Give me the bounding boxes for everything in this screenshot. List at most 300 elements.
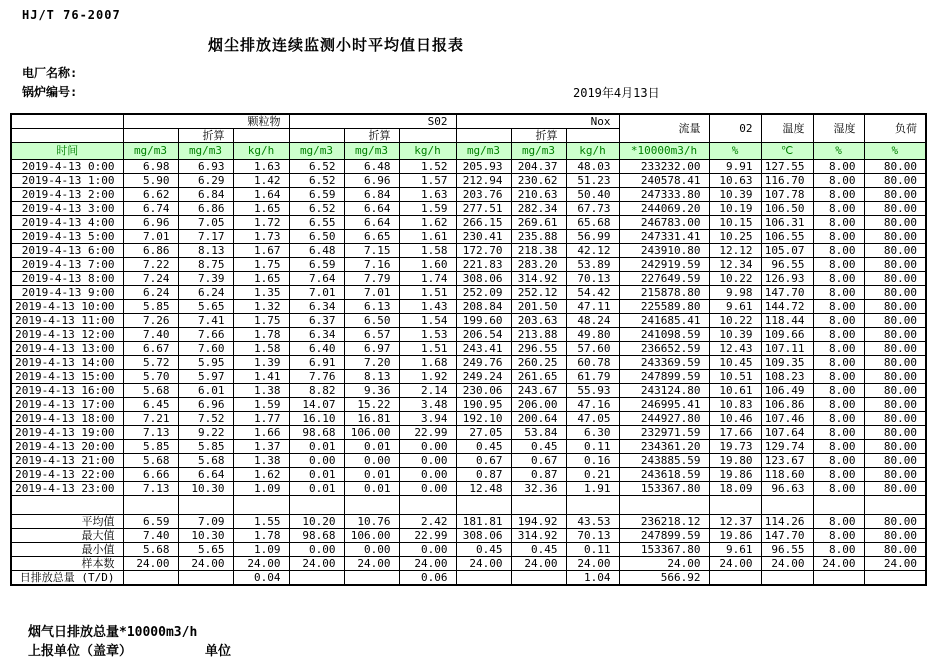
table-cell: 19.73 xyxy=(709,440,761,454)
table-cell: 8.00 xyxy=(813,426,864,440)
table-cell: 8.00 xyxy=(813,202,864,216)
table-cell: 47.05 xyxy=(566,412,619,426)
table-cell: 107.46 xyxy=(761,412,813,426)
unit-cell: kg/h xyxy=(399,143,456,160)
table-cell: 3.48 xyxy=(399,398,456,412)
table-cell: 80.00 xyxy=(864,543,926,557)
table-cell: 24.00 xyxy=(233,557,289,571)
table-cell: 1.64 xyxy=(233,188,289,202)
table-cell: 1.52 xyxy=(399,160,456,174)
table-cell: 1.66 xyxy=(233,426,289,440)
table-cell: 215878.80 xyxy=(619,286,709,300)
table-cell: 9.36 xyxy=(344,384,399,398)
table-cell: 5.90 xyxy=(123,174,178,188)
table-cell: 10.22 xyxy=(709,272,761,286)
table-cell: 6.37 xyxy=(289,314,344,328)
row-label-cell: 2019-4-13 23:00 xyxy=(11,482,123,496)
table-cell: 0.87 xyxy=(456,468,511,482)
table-cell: 107.78 xyxy=(761,188,813,202)
table-cell: 249.76 xyxy=(456,356,511,370)
unit-cell: % xyxy=(864,143,926,160)
table-cell: 243369.59 xyxy=(619,356,709,370)
table-cell: 8.00 xyxy=(813,356,864,370)
table-cell xyxy=(178,571,233,586)
table-cell: 7.16 xyxy=(344,258,399,272)
table-cell: 1.59 xyxy=(399,202,456,216)
table-cell: 6.29 xyxy=(178,174,233,188)
table-cell: 0.01 xyxy=(344,440,399,454)
table-cell: 80.00 xyxy=(864,202,926,216)
boiler-id-label: 锅炉编号: xyxy=(22,85,78,99)
table-cell: 53.84 xyxy=(511,426,566,440)
table-cell: 80.00 xyxy=(864,454,926,468)
table-cell: 51.23 xyxy=(566,174,619,188)
row-label-cell: 2019-4-13 14:00 xyxy=(11,356,123,370)
nox-converted-header: 折算 xyxy=(511,129,566,143)
table-cell: 260.25 xyxy=(511,356,566,370)
table-cell: 8.00 xyxy=(813,468,864,482)
table-cell: 8.00 xyxy=(813,328,864,342)
table-cell: 24.00 xyxy=(566,557,619,571)
table-cell: 266.15 xyxy=(456,216,511,230)
table-cell: 98.68 xyxy=(289,426,344,440)
table-cell xyxy=(511,571,566,586)
unit-cell: kg/h xyxy=(566,143,619,160)
table-cell: 5.85 xyxy=(123,300,178,314)
table-cell: 0.01 xyxy=(289,440,344,454)
table-cell: 1.51 xyxy=(399,342,456,356)
table-cell: 236652.59 xyxy=(619,342,709,356)
table-cell: 7.76 xyxy=(289,370,344,384)
table-cell: 7.22 xyxy=(123,258,178,272)
summary-row xyxy=(11,515,926,529)
time-header-spacer xyxy=(11,114,123,129)
table-cell: 7.66 xyxy=(178,328,233,342)
row-label-cell: 2019-4-13 2:00 xyxy=(11,188,123,202)
table-cell: 96.63 xyxy=(761,482,813,496)
table-cell: 19.86 xyxy=(709,468,761,482)
table-cell: 247899.59 xyxy=(619,370,709,384)
table-cell: 269.61 xyxy=(511,216,566,230)
table-cell: 6.57 xyxy=(344,328,399,342)
table-cell: 24.00 xyxy=(344,557,399,571)
table-row xyxy=(11,272,926,286)
table-cell: 10.22 xyxy=(709,314,761,328)
table-cell: 57.60 xyxy=(566,342,619,356)
table-cell: 7.17 xyxy=(178,230,233,244)
table-cell xyxy=(456,496,511,515)
table-cell: 1.72 xyxy=(233,216,289,230)
table-row xyxy=(11,412,926,426)
table-cell: 10.25 xyxy=(709,230,761,244)
table-cell: 123.67 xyxy=(761,454,813,468)
table-cell: 235.88 xyxy=(511,230,566,244)
table-cell: 252.12 xyxy=(511,286,566,300)
table-cell: 10.30 xyxy=(178,482,233,496)
table-cell: 6.65 xyxy=(344,230,399,244)
table-cell: 0.01 xyxy=(344,482,399,496)
table-cell: 8.00 xyxy=(813,230,864,244)
table-cell xyxy=(123,571,178,586)
table-cell: 225589.80 xyxy=(619,300,709,314)
table-cell: 6.96 xyxy=(123,216,178,230)
table-cell: 6.93 xyxy=(178,160,233,174)
table-row xyxy=(11,328,926,342)
row-label-cell: 2019-4-13 0:00 xyxy=(11,160,123,174)
table-cell xyxy=(511,496,566,515)
table-cell: 65.68 xyxy=(566,216,619,230)
table-cell: 10.39 xyxy=(709,328,761,342)
table-cell: 8.00 xyxy=(813,515,864,529)
table-cell: 10.63 xyxy=(709,174,761,188)
table-cell: 8.00 xyxy=(813,160,864,174)
table-cell: 2.42 xyxy=(399,515,456,529)
table-cell: 0.67 xyxy=(456,454,511,468)
table-cell: 8.00 xyxy=(813,258,864,272)
table-cell: 106.00 xyxy=(344,529,399,543)
table-cell: 19.86 xyxy=(709,529,761,543)
table-cell: 0.45 xyxy=(511,440,566,454)
table-cell: 6.01 xyxy=(178,384,233,398)
table-cell: 48.24 xyxy=(566,314,619,328)
table-cell: 0.11 xyxy=(566,440,619,454)
table-cell: 80.00 xyxy=(864,258,926,272)
table-cell: 6.52 xyxy=(289,160,344,174)
table-cell: 47.11 xyxy=(566,300,619,314)
table-cell: 5.68 xyxy=(123,543,178,557)
row-label-cell: 2019-4-13 3:00 xyxy=(11,202,123,216)
table-cell: 8.00 xyxy=(813,174,864,188)
time-header-spacer xyxy=(11,129,123,143)
table-cell: 80.00 xyxy=(864,300,926,314)
table-cell: 48.03 xyxy=(566,160,619,174)
table-cell: 118.60 xyxy=(761,468,813,482)
table-cell: 1.61 xyxy=(399,230,456,244)
table-cell: 80.00 xyxy=(864,426,926,440)
table-cell: 1.41 xyxy=(233,370,289,384)
table-cell: 109.35 xyxy=(761,356,813,370)
table-cell xyxy=(566,496,619,515)
table-cell: 16.81 xyxy=(344,412,399,426)
row-label-cell: 2019-4-13 4:00 xyxy=(11,216,123,230)
table-cell: 32.36 xyxy=(511,482,566,496)
table-cell: 7.26 xyxy=(123,314,178,328)
table-cell: 24.00 xyxy=(511,557,566,571)
table-row xyxy=(11,426,926,440)
table-cell: 0.01 xyxy=(289,468,344,482)
table-cell: 7.79 xyxy=(344,272,399,286)
table-cell: 5.85 xyxy=(178,440,233,454)
table-cell: 6.34 xyxy=(289,328,344,342)
table-cell: 8.00 xyxy=(813,188,864,202)
table-row xyxy=(11,342,926,356)
table-cell: 236218.12 xyxy=(619,515,709,529)
table-cell: 8.13 xyxy=(344,370,399,384)
table-cell xyxy=(456,571,511,586)
table-cell: 296.55 xyxy=(511,342,566,356)
row-label-cell: 2019-4-13 16:00 xyxy=(11,384,123,398)
table-cell: 314.92 xyxy=(511,529,566,543)
table-cell: 200.64 xyxy=(511,412,566,426)
table-cell: 80.00 xyxy=(864,398,926,412)
table-cell: 7.64 xyxy=(289,272,344,286)
table-cell: 1.92 xyxy=(399,370,456,384)
table-cell: 6.50 xyxy=(344,314,399,328)
table-cell: 80.00 xyxy=(864,440,926,454)
table-cell: 190.95 xyxy=(456,398,511,412)
unit-cell: mg/m3 xyxy=(344,143,399,160)
pm-converted-header: 折算 xyxy=(178,129,233,143)
table-cell: 1.43 xyxy=(399,300,456,314)
table-cell: 7.40 xyxy=(123,529,178,543)
table-cell: 8.00 xyxy=(813,342,864,356)
row-label-cell: 2019-4-13 12:00 xyxy=(11,328,123,342)
table-cell: 10.15 xyxy=(709,216,761,230)
table-cell: 7.13 xyxy=(123,482,178,496)
table-cell: 8.00 xyxy=(813,314,864,328)
table-cell xyxy=(619,496,709,515)
table-cell: 199.60 xyxy=(456,314,511,328)
table-cell: 5.85 xyxy=(123,440,178,454)
table-cell: 80.00 xyxy=(864,244,926,258)
table-cell: 6.30 xyxy=(566,426,619,440)
table-cell: 1.57 xyxy=(399,174,456,188)
table-cell: 206.54 xyxy=(456,328,511,342)
table-row xyxy=(11,398,926,412)
row-label-cell: 2019-4-13 5:00 xyxy=(11,230,123,244)
table-cell: 61.79 xyxy=(566,370,619,384)
empty-header-cell xyxy=(233,129,289,143)
table-cell: 1.78 xyxy=(233,529,289,543)
table-cell: 1.62 xyxy=(399,216,456,230)
table-cell: 208.84 xyxy=(456,300,511,314)
table-cell: 6.50 xyxy=(289,230,344,244)
table-cell: 1.91 xyxy=(566,482,619,496)
table-cell: 7.01 xyxy=(344,286,399,300)
table-cell: 1.53 xyxy=(399,328,456,342)
table-cell: 252.09 xyxy=(456,286,511,300)
table-cell xyxy=(289,571,344,586)
table-cell: 192.10 xyxy=(456,412,511,426)
table-cell: 18.09 xyxy=(709,482,761,496)
table-row xyxy=(11,286,926,300)
table-cell: 1.04 xyxy=(566,571,619,586)
table-cell: 233232.00 xyxy=(619,160,709,174)
row-label-cell: 最大值 xyxy=(11,529,123,543)
table-cell: 1.38 xyxy=(233,454,289,468)
so2-converted-header: 折算 xyxy=(344,129,399,143)
table-cell: 6.74 xyxy=(123,202,178,216)
table-cell: 8.00 xyxy=(813,454,864,468)
table-cell: 1.65 xyxy=(233,202,289,216)
table-cell: 1.32 xyxy=(233,300,289,314)
table-cell: 80.00 xyxy=(864,230,926,244)
table-cell: 0.00 xyxy=(344,543,399,557)
table-cell: 1.51 xyxy=(399,286,456,300)
table-cell: 70.13 xyxy=(566,529,619,543)
table-cell: 10.76 xyxy=(344,515,399,529)
table-cell: 6.59 xyxy=(123,515,178,529)
table-cell: 5.70 xyxy=(123,370,178,384)
table-cell: 0.01 xyxy=(289,482,344,496)
table-cell xyxy=(399,496,456,515)
summary-row xyxy=(11,557,926,571)
report-table xyxy=(10,113,927,586)
table-cell: 80.00 xyxy=(864,160,926,174)
table-cell: 1.65 xyxy=(233,272,289,286)
table-cell: 1.58 xyxy=(399,244,456,258)
page-title: 烟尘排放连续监测小时平均值日报表 xyxy=(207,36,464,54)
table-cell: 107.64 xyxy=(761,426,813,440)
total-row xyxy=(11,571,926,586)
table-cell: 147.70 xyxy=(761,286,813,300)
table-cell: 80.00 xyxy=(864,286,926,300)
table-cell: 0.00 xyxy=(399,543,456,557)
table-cell xyxy=(709,571,761,586)
table-cell: 0.45 xyxy=(511,543,566,557)
table-cell: 5.97 xyxy=(178,370,233,384)
table-cell: 9.61 xyxy=(709,300,761,314)
table-cell: 109.66 xyxy=(761,328,813,342)
table-row xyxy=(11,370,926,384)
table-cell: 0.87 xyxy=(511,468,566,482)
summary-row xyxy=(11,529,926,543)
table-cell: 244927.80 xyxy=(619,412,709,426)
table-cell: 1.35 xyxy=(233,286,289,300)
table-cell: 206.00 xyxy=(511,398,566,412)
table-row xyxy=(11,202,926,216)
flue-gas-total-note: 烟气日排放总量*10000m3/h xyxy=(28,625,198,640)
table-cell: 14.07 xyxy=(289,398,344,412)
table-cell: 0.00 xyxy=(344,454,399,468)
table-cell: 1.77 xyxy=(233,412,289,426)
table-cell: 7.01 xyxy=(123,230,178,244)
table-cell: 241685.41 xyxy=(619,314,709,328)
nox-group-header: Nox xyxy=(456,114,619,129)
table-cell: 43.53 xyxy=(566,515,619,529)
table-cell: 1.38 xyxy=(233,384,289,398)
row-label-cell: 2019-4-13 20:00 xyxy=(11,440,123,454)
table-cell: 0.45 xyxy=(456,440,511,454)
table-cell: 181.81 xyxy=(456,515,511,529)
unit-cell: *10000m3/h xyxy=(619,143,709,160)
table-cell: 7.60 xyxy=(178,342,233,356)
table-cell: 60.78 xyxy=(566,356,619,370)
summary-row xyxy=(11,543,926,557)
table-cell: 282.34 xyxy=(511,202,566,216)
table-cell: 12.34 xyxy=(709,258,761,272)
table-cell xyxy=(813,571,864,586)
table-cell: 80.00 xyxy=(864,412,926,426)
table-cell: 56.99 xyxy=(566,230,619,244)
table-cell: 6.84 xyxy=(178,188,233,202)
table-cell: 80.00 xyxy=(864,328,926,342)
table-cell: 8.00 xyxy=(813,529,864,543)
table-row xyxy=(11,482,926,496)
table-cell: 1.78 xyxy=(233,328,289,342)
table-row xyxy=(11,314,926,328)
table-cell: 24.00 xyxy=(709,557,761,571)
table-cell: 6.86 xyxy=(123,244,178,258)
row-label-cell: 2019-4-13 8:00 xyxy=(11,272,123,286)
table-cell: 22.99 xyxy=(399,529,456,543)
table-cell: 0.45 xyxy=(456,543,511,557)
table-cell: 10.46 xyxy=(709,412,761,426)
table-cell: 108.23 xyxy=(761,370,813,384)
table-cell: 107.11 xyxy=(761,342,813,356)
table-cell: 8.00 xyxy=(813,412,864,426)
table-row xyxy=(11,468,926,482)
table-cell: 1.60 xyxy=(399,258,456,272)
table-cell: 6.64 xyxy=(178,468,233,482)
table-cell: 5.68 xyxy=(178,454,233,468)
flow-header: 流量 xyxy=(619,114,709,143)
table-cell: 15.22 xyxy=(344,398,399,412)
table-cell: 24.00 xyxy=(761,557,813,571)
table-cell: 96.55 xyxy=(761,258,813,272)
table-cell: 314.92 xyxy=(511,272,566,286)
table-cell: 0.00 xyxy=(399,468,456,482)
table-cell: 201.50 xyxy=(511,300,566,314)
row-label-cell: 平均值 xyxy=(11,515,123,529)
row-label-cell: 2019-4-13 7:00 xyxy=(11,258,123,272)
table-cell: 114.26 xyxy=(761,515,813,529)
so2-group-header: S02 xyxy=(289,114,456,129)
table-cell: 10.61 xyxy=(709,384,761,398)
table-cell: 24.00 xyxy=(456,557,511,571)
table-row xyxy=(11,216,926,230)
table-cell xyxy=(761,496,813,515)
standard-code: HJ/T 76-2007 xyxy=(22,8,121,22)
table-cell: 80.00 xyxy=(864,529,926,543)
table-cell: 213.88 xyxy=(511,328,566,342)
empty-header-cell xyxy=(289,129,344,143)
table-cell: 6.64 xyxy=(344,202,399,216)
row-label-cell: 2019-4-13 10:00 xyxy=(11,300,123,314)
table-cell: 0.00 xyxy=(289,543,344,557)
table-cell: 80.00 xyxy=(864,356,926,370)
table-cell: 5.68 xyxy=(123,384,178,398)
table-cell: 1.68 xyxy=(399,356,456,370)
table-cell: 232971.59 xyxy=(619,426,709,440)
table-cell: 80.00 xyxy=(864,515,926,529)
table-cell: 261.65 xyxy=(511,370,566,384)
table-cell: 8.00 xyxy=(813,272,864,286)
table-cell: 80.00 xyxy=(864,314,926,328)
table-cell: 129.74 xyxy=(761,440,813,454)
table-cell: 5.65 xyxy=(178,543,233,557)
table-cell: 5.68 xyxy=(123,454,178,468)
table-cell: 7.24 xyxy=(123,272,178,286)
table-cell: 0.00 xyxy=(399,454,456,468)
table-cell: 5.72 xyxy=(123,356,178,370)
table-cell: 6.55 xyxy=(289,216,344,230)
table-cell: 3.94 xyxy=(399,412,456,426)
row-label-cell: 2019-4-13 13:00 xyxy=(11,342,123,356)
table-cell: 227649.59 xyxy=(619,272,709,286)
table-cell: 0.16 xyxy=(566,454,619,468)
row-label-cell: 2019-4-13 9:00 xyxy=(11,286,123,300)
table-cell: 9.98 xyxy=(709,286,761,300)
table-cell: 6.66 xyxy=(123,468,178,482)
table-cell: 127.55 xyxy=(761,160,813,174)
table-cell: 9.61 xyxy=(709,543,761,557)
table-cell: 6.52 xyxy=(289,174,344,188)
table-cell: 1.74 xyxy=(399,272,456,286)
table-cell: 6.62 xyxy=(123,188,178,202)
table-cell: 205.93 xyxy=(456,160,511,174)
table-cell: 105.07 xyxy=(761,244,813,258)
